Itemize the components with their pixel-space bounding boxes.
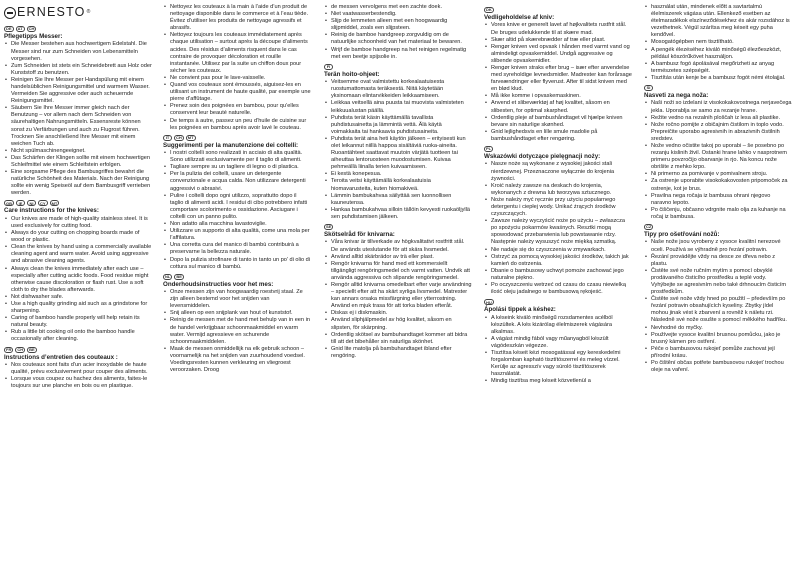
country-code-badge: GB: [6, 200, 12, 206]
country-code-badges: [324, 64, 472, 70]
bullet-item: • Always clean the knives immediately after each use – especially after cutting acidic foods. Food residue might otherwise cause discoloration or flash rust. Use a soft cloth to dry the blades afterwards.: [4, 266, 152, 294]
bullet-item: • Una corretta cura del manico di bambù contribuirà a preservarne la bellezza naturale.: [163, 242, 311, 256]
bullet-item: • Zum Schneiden ist stets ein Schneidebrett aus Holz oder Kunststoff zu benutzen.: [4, 63, 152, 77]
column-sections: [163, 4, 311, 374]
bullet-item: • Använd sliphjälpmedel av hög kvalitet, såsom en slipsten, för skärpning.: [324, 317, 472, 331]
bullet-item: • Always do your cutting on chopping boards made of wood or plastic.: [4, 230, 152, 244]
column-sections: [484, 7, 632, 386]
bullet-item: • I nostri coltelli sono realizzati in acciaio di alta qualità. Sono utilizzati esclusivamente per il taglio di alimenti.: [163, 150, 311, 164]
country-code-badges: [644, 224, 792, 230]
bullet-item: • Våra knivar är tillverkade av högkvalitativt rostfritt stål. De används uteslutande för att skära livsmedel.: [324, 239, 472, 253]
bullet-item: • Pravilna nega ročaja iz bambusa ohrani njegovo naravno lepoto.: [644, 193, 792, 207]
brand-e-mark-icon: [4, 7, 16, 19]
country-code-badge: SE: [326, 224, 332, 230]
bullet-item: • Our knives are made of high-quality stainless steel. It is used exclusively for cutting food.: [4, 216, 152, 230]
country-code-badge: CH: [28, 26, 35, 32]
bullet-list: [644, 239, 792, 374]
bullet-item: • Eine sorgsame Pflege des Bambusgriffes bewahrt die natürliche Schönheit des Materials. Nach der Reinigung sollte ein wenig Speiseöl auf dem Bambusgriff verrieben werden.: [4, 169, 152, 197]
country-code-badge: FI: [324, 64, 333, 70]
bullet-item: • Das Schärfen der Klingen sollte mit einem hochwertigen Schleifmittel wie einem Schleifstein erfolgen.: [4, 155, 152, 169]
bullet-item: • Puhdista terät aina heti käytön jälkeen – erityisesti kun olet leikannut niillä happoa sisältäviä ruoka-aineita. Ruoantähteet saattavat muutoin värjätä tuotteen tai aiheuttaa lentoruosteen muodostumisen. Kuivaa pehmeällä liinalla terien kuivaamiseen.: [324, 136, 472, 171]
bullet-item: • Lämmin bambukahvaa säilyttää sen luonnollisen kauneutensa.: [324, 193, 472, 207]
bullet-item: • Naše nože jsou vyrobeny z vysoce kvalitní nerezové oceli. Používá se výhradně pro řezání potravin.: [644, 239, 792, 253]
instruction-section: [324, 224, 472, 360]
bullet-item: • Not dishwasher safe.: [4, 294, 152, 301]
bullet-item: • Niet vaatwasserbestendig.: [324, 11, 472, 18]
bullet-item: • Ostrzyć za pomocą wysokiej jakości środków, takich jak kamień do ostrzenia.: [484, 254, 632, 268]
bullet-list: [324, 239, 472, 360]
bullet-list: [4, 362, 152, 390]
country-code-badge: NL: [165, 274, 171, 280]
column-sections: [644, 4, 792, 374]
brand-logo: [4, 6, 152, 20]
section-heading: Nasveti za nega noža:: [644, 92, 709, 100]
bullet-item: • Clean the knives by hand using a commercially available cleaning agent and warm water. Avoid using aggressive and abrasive cleaning agents.: [4, 244, 152, 265]
country-code-badge: MT: [187, 135, 194, 141]
bullet-item: • A pengék élezéséhez kiváló minőségű élezőeszközt, például köszörűkövet használjon.: [644, 47, 792, 61]
bullet-item: • Använd alltid skärbrädor av trä eller plast.: [324, 254, 472, 261]
bullet-list: [484, 315, 632, 386]
instruction-section: [324, 4, 472, 61]
country-code-badges: [4, 347, 152, 353]
bullet-item: • Må ikke komme i opvaskemaskinen.: [484, 93, 632, 100]
bullet-item: • Slijp de lemmeten alleen met een hoogwaardig slijpmiddel, zoals een slijpsteen.: [324, 18, 472, 32]
bullet-item: • A vágást mindig fából vagy műanyagból készült vágódeszkán végezze.: [484, 336, 632, 350]
bullet-item: • Lorsque vous coupez ou hachez des aliments, faites-le toujours sur une planche en bois ou en plastique.: [4, 376, 152, 390]
bullet-item: • Rengør kniven straks efter brug – især efter anvendelse med syreholdige levnedsmidler. Madrester kan forårsage farveændringer eller flyverust. After til sidst kniven med en blød klud.: [484, 65, 632, 93]
country-code-badge: NI: [27, 200, 36, 206]
bullet-item: • Diskas ej i diskmaskin.: [324, 310, 472, 317]
country-code-badge: IT: [163, 135, 172, 141]
bullet-item: • Säubern Sie Ihre Messer immer gleich nach der Benutzung – vor allem nach dem Schneiden von säurehaltigen Nahrungsmitteln. Essensreste können sonst zu Verfärbungen und auch zu Flugrost führen. Trocknen Sie anschließend Ihre Messer mit einem weichen Tuch ab.: [4, 105, 152, 148]
bullet-item: • Tisztítás után kenje be a bambusz fogót némi étolajjal.: [644, 75, 792, 82]
country-code-badges: [484, 146, 632, 152]
country-code-badge: MT: [51, 200, 58, 206]
country-code-badge: DK: [486, 7, 492, 13]
country-code-badge: BE: [176, 274, 182, 280]
bullet-list: [4, 41, 152, 197]
bullet-list: [4, 216, 152, 344]
country-code-badge: IE: [16, 200, 25, 206]
country-code-badges: [163, 274, 311, 280]
column-3: [324, 4, 472, 363]
instruction-section: [163, 135, 311, 271]
column-2: [163, 4, 311, 377]
bullet-list: [324, 79, 472, 221]
bullet-item: • Ne convient pas pour le lave-vaisselle.: [163, 75, 311, 82]
instruction-section: [644, 85, 792, 221]
bullet-item: • Kroić należy zawsze na deskach do krojenia, wykonanych z drewna lub tworzywa sztucznego.: [484, 183, 632, 197]
bullet-item: • Onze messen zijn van hoogwaardig roestvrij staal. Ze zijn alleen bestemd voor het snijden van levensmiddelen.: [163, 289, 311, 310]
country-code-badges: [4, 26, 152, 32]
bullet-list: [163, 150, 311, 271]
bullet-item: • Pulire i coltelli dopo ogni utilizzo, soprattutto dopo il taglio di alimenti acidi. I residui di cibo potrebbero infatti comportare scolorimento e ossidazione. Asciugare i coltelli con un panno pulito.: [163, 193, 311, 221]
instruction-section: [484, 299, 632, 385]
bullet-item: • Řezání provádějte vždy na desce ze dřeva nebo z plastu.: [644, 254, 792, 268]
bullet-item: • Die Messer bestehen aus hochwertigem Edelstahl. Die Messer sind nur zum Schneiden von Lebensmitteln vorgesehen.: [4, 41, 152, 62]
bullet-list: [324, 4, 472, 61]
country-code-badge: AT: [17, 26, 23, 32]
bullet-list: [644, 100, 792, 221]
bullet-item: • Čistěte své nože ručním mytím s pomocí obvyklé prodávaného čisticího prostředku a teplé vody. Vyhýbejte se agresivním nebo také drhnoucím čisticím prostředkům.: [644, 268, 792, 296]
section-heading: Terän hoito-ohjeet:: [324, 70, 380, 78]
bullet-item: • Nasze noże są wykonane z wysokiej jakości stali nierdzewnej. Przeznaczone wyłącznie do krojenia żywności.: [484, 161, 632, 182]
country-code-badges: [484, 299, 632, 305]
bullet-item: • Rengør kniven ved opvask i hånden med varmt vand og almindeligt opvaskemiddel. Undgå aggressive og slibende opvaskemidler.: [484, 44, 632, 65]
bullet-item: • A bambusz fogó ápolásával megőrizheti az anyag természetes szépségét.: [644, 61, 792, 75]
bullet-item: • de messen vervolgens met een zachte doek.: [324, 4, 472, 11]
bullet-item: • Snij alleen op een snijplank van hout of kunststof.: [163, 310, 311, 317]
bullet-item: • De temps à autre, passez un peu d’huile de cuisine sur les poignées en bambou après avoir lavé le couteau.: [163, 118, 311, 132]
bullet-item: • Maak de messen onmiddellijk na elk gebruik schoon – voornamelijk na het snijden van zuurhoudend voedsel. Voedingsresten kunnen verkleuring en vliegroest veroorzaken. Droog: [163, 346, 311, 374]
bullet-item: • Gnid lejlighedsvis en lille smule madolie på bambushåndtaget efter rengøring.: [484, 129, 632, 143]
bullet-item: • Anvend et slibeværktøj af høj kvalitet, såsom en slibesten, for optimal skarphed.: [484, 100, 632, 114]
country-code-badge: FR: [6, 347, 12, 353]
section-heading: Care instructions for the knives:: [4, 207, 99, 215]
country-code-badges: [163, 135, 311, 141]
bullet-item: • Use a high quality grinding aid such as a grindstone for sharpening.: [4, 301, 152, 315]
bullet-item: • Teroita veitsi käyttämällä korkealaatuisia hiomavarusteita, kuten hiomakiveä.: [324, 178, 472, 192]
bullet-item: • Tisztítsa késeit kézi mosogatással egy kereskedelmi forgalomban kapható tisztítószerrel és meleg vízzel. Kerülje az agresszív vagy súroló tisztítószerek használatát.: [484, 350, 632, 378]
bullet-item: • Prenez soin des poignées en bambou, pour qu’elles conservent leur beauté naturelle.: [163, 103, 311, 117]
instruction-section: [163, 274, 311, 375]
instruction-section: [4, 26, 152, 197]
bullet-item: • Tagliare sempre su un tagliere di legno o di plastica.: [163, 164, 311, 171]
bullet-item: • Ordentlig skötsel av bambuhandtaget kommer att bidra till att det bibehåller sin naturliga skönhet.: [324, 332, 472, 346]
bullet-item: • Nevhodné do myčky.: [644, 325, 792, 332]
bullet-item: • Dopo la pulizia strofinare di tanto in tanto un po’ di olio di cottura sul manico di bambù.: [163, 257, 311, 271]
section-heading: Ápolási tippek a késhez:: [484, 306, 556, 314]
bullet-item: • használat után, mindenek előtt a savtartalmú élelmiszerek vágása után. Ellenkező esetben az ételmaradékok elszíneződésekhez és akár rozsdához is vezethetnek. Végül szárítsa meg késeit egy puha kendővel.: [644, 4, 792, 39]
instruction-section: [4, 347, 152, 391]
bullet-item: • Mindig tisztítsa meg késeit közvetlenül a: [484, 378, 632, 385]
bullet-item: • Reinigen Sie Ihre Messer per Handspülung mit einem handelsüblichen Reinigungsmittel und warmem Wasser. Vermeiden Sie aggressive oder auch scheuernde Reinigungsmittel.: [4, 77, 152, 105]
section-heading: Pflegetipps Messer:: [4, 33, 63, 40]
instruction-section: [484, 7, 632, 143]
bullet-list: [484, 161, 632, 296]
bullet-item: • Puhdista terät käsin käyttämällä tavallista puhdistusainetta ja lämmintä vettä. Älä käytä voimakkaita tai hankaavia puhdistusaineita.: [324, 115, 472, 136]
section-heading: Wskazówki dotyczące pielęgnacji noży:: [484, 153, 601, 160]
country-code-badges: [4, 200, 152, 206]
bullet-item: • Nettoyez les couteaux à la main à l’aide d’un produit de nettoyage disponible dans le commerce et à l’eau tiède. Évitez d’utiliser les produits de nettoyage agressifs et abrasifs.: [163, 4, 311, 32]
bullet-item: • Nettoyez toujours les couteaux immédiatement après chaque utilisation – surtout après la découpe d’aliments acides. Des résidus d’aliments risquent dans le cas contraire de provoquer décoloration et rouille instantanée. Utilisez par la suite un chiffon doux pour sécher les couteaux.: [163, 32, 311, 75]
bullet-item: • Quand vos couteaux sont émoussés, aiguisez-les en utilisant un instrument de haute qualité, par exemple une pierre d’affûtage.: [163, 82, 311, 103]
bullet-item: • Non adatto alla macchina lavastoviglie.: [163, 221, 311, 228]
bullet-item: • Vores knive er generelt lavet af højkvalitets rustfrit stål. De bruges udelukkende til at skære mad.: [484, 22, 632, 36]
country-code-badge: BE: [29, 347, 35, 353]
country-code-badge: CH: [176, 135, 182, 141]
instruction-section: [484, 146, 632, 296]
bullet-item: • Nicht spülmaschinengeeignet.: [4, 148, 152, 155]
bullet-item: • Po čištění občas potřete bambusovou rukojeť trochou oleje na vaření.: [644, 360, 792, 374]
bullet-item: • Wrijf de bamboe handgreep na het reinigen regelmatig met een beetje spijsolie in.: [324, 47, 472, 61]
bullet-item: • Dbanie o bambusowy uchwyt pomoże zachować jego naturalne piękno.: [484, 268, 632, 282]
bullet-item: • Ordentlig pleje af bambushåndtaget vil hjælpe kniven bevare sin naturlige skønhed.: [484, 115, 632, 129]
bullet-list: [484, 22, 632, 143]
section-heading: Vedligeholdelse af kniv:: [484, 14, 555, 21]
column-5: [644, 4, 792, 377]
bullet-item: • Po oczyszczeniu wetrzeć od czasu do czasu niewielką ilość oleju jadalnego w bambusową rękojeść.: [484, 282, 632, 296]
bullet-item: • Gnid lite matolja på bambuhandtaget ibland efter rengöring.: [324, 346, 472, 360]
column-4: [484, 4, 632, 389]
bullet-item: • Caring of bamboo handle properly will help retain its natural beauty.: [4, 315, 152, 329]
bullet-item: • Čistěte své nože vždy hned po použití – především po řezání potravin obsahujících kyseliny. Zbytky jídel mohou jinak vést k zbarvení a rovněž k náletu rzi. Následně své nože osušte s pomocí měkkého hadříku.: [644, 296, 792, 324]
bullet-item: • Reinig de bamboe handgreep zorgvuldig om de natuurlijke schoonheid van het materiaal te bewaren.: [324, 32, 472, 46]
country-code-badge: CY: [40, 200, 46, 206]
bullet-list: [163, 4, 311, 132]
country-code-badge: PL: [486, 146, 492, 152]
bullet-item: • Zawsze należy wyczyścić noże po użyciu – zwłaszcza po spożyciu pokarmów kwaśnych. Resztki mogą spowodować przebarwienia lub powstawanie rdzy. Następnie należy wysuszyć noże miękką szmatką.: [484, 218, 632, 246]
country-code-badge: CZ: [646, 224, 652, 230]
bullet-item: • Skær altid på skærebrædder af træ eller plast.: [484, 37, 632, 44]
section-heading: Onderhoudsinstructies voor het mes:: [163, 280, 274, 288]
bullet-item: • Nie nadaje się do czyszczenia w zmywarkach.: [484, 247, 632, 254]
country-code-badge: DE: [6, 26, 12, 32]
bullet-item: • Ni primerno za pomivanje v pomivalnem stroju.: [644, 171, 792, 178]
bullet-item: • Používejte vysoce kvalitní brusnou pomůcku, jako je brusný kámen pro ostření.: [644, 332, 792, 346]
bullet-item: • Naši noži so izdelani iz visokokakovostnega nerjavečega jekla. Uporablja se samo za rezanje hrane.: [644, 100, 792, 114]
bullet-item: • Per la pulizia dei coltelli, usare un detergente convenzionale e acqua calda. Non utilizzare detergenti aggressivi o abrasivi.: [163, 171, 311, 192]
bullet-item: • Režite vedno na rezalnih ploščah iz lesa ali plastike.: [644, 115, 792, 122]
bullet-item: • Péče o bambusovou rukojeť pomůže zachovat její přírodní krásu.: [644, 346, 792, 360]
bullet-list: [644, 4, 792, 82]
bullet-item: • Reinig de messen met de hand met behulp van in een in de handel verkrijgbaar schoonmaakmiddel en warm water. Vermijd agressieve en schurende schoonmaakmiddelen.: [163, 317, 311, 345]
instruction-section: [4, 200, 152, 343]
bullet-item: • Nos couteaux sont faits d’un acier inoxydable de haute qualité, prévu exclusivement pour couper des aliments.: [4, 362, 152, 376]
column-1: [4, 4, 152, 393]
bullet-list: [163, 289, 311, 374]
instruction-section: [163, 4, 311, 132]
section-heading: Tipy pro ošetřování nožů:: [644, 231, 720, 239]
section-heading: Skötselråd för knivarna:: [324, 231, 395, 239]
instruction-section: [644, 224, 792, 374]
registered-mark: ®: [86, 9, 92, 16]
country-code-badges: [324, 224, 472, 230]
bullet-item: • Hankaa bambukahvaa silloin tällöin kevyesti ruokaöljyllä sen puhdistamisen jälkeen.: [324, 207, 472, 221]
instruction-section: [324, 64, 472, 221]
column-sections: [4, 26, 152, 390]
bullet-item: • Za ostrenje uporabite visokokakovosten pripomoček za ostrenje, kot je brus.: [644, 178, 792, 192]
bullet-item: • Mosogatógépben nem tisztítható.: [644, 39, 792, 46]
brand-name: ERNESTO: [17, 5, 86, 20]
bullet-item: • Leikkaa veitsellä aina puusta tai muovista valmisteten leikkuualustan päällä.: [324, 100, 472, 114]
country-code-badge: CH: [17, 347, 24, 353]
country-code-badges: [484, 7, 632, 13]
bullet-item: • Utilizzare un supporto di alta qualità, come una mola per l’affilatura.: [163, 228, 311, 242]
bullet-item: • A késeink kiváló minőségű rozsdamentes acélból készültek. A kés kizárólag élelmiszerek vágására alkalmas.: [484, 315, 632, 336]
bullet-item: • Veitsemme ovat valmistettu korkealaatuisesta ruostumattomasta teräksestä. Niitä käytetään yksinomaan elintarvikkeiden leikkaamiseen.: [324, 79, 472, 100]
bullet-item: • Rengör knivarna för hand med ett kommersiellt tillgängligt rengöringsmedel och varmt vatten. Undvik att använda aggressiva och slipande rengöringsmedel.: [324, 261, 472, 282]
column-sections: [324, 4, 472, 360]
country-code-badge: HU: [486, 299, 492, 305]
bullet-item: • Rengör alltid knivarna omedelbart efter varje användning – speciellt efter att ha skärt syrliga livsmedel. Matrester kan annars orsaka missfärgning eller ytterrostning. Använd en mjuk trasa för att torka bladen efteråt.: [324, 282, 472, 310]
bullet-item: • Rub a little bit cooking oil onto the bamboo handle occasionally after cleaning.: [4, 329, 152, 343]
bullet-item: • Nože vedno očistite takoj po uporabi – še posebno po rezanju kislinih živil. Ostanki hrane lahko v nasprotnem primeru povzročijo obarvanje in rjo. Na koncu nože obrišite z mehko krpo.: [644, 143, 792, 171]
bullet-item: • Nože ročno pomijte z običajnim čistilom in toplo vodo. Prepreičite uporabo agresivnih in abrazivnih čistilnih sredstev.: [644, 122, 792, 143]
section-heading: Suggerimenti per la manutenzione dei coltelli:: [163, 141, 299, 149]
bullet-item: • Ei kestä konepesua.: [324, 171, 472, 178]
country-code-badge: SI: [644, 85, 653, 91]
instruction-section: [644, 4, 792, 82]
section-heading: Instructions d’entretien des couteaux :: [4, 353, 118, 361]
bullet-item: • Po čiščenju, občasno vdrgnite malo olja za kuhanje na ročaj iz bambusa.: [644, 207, 792, 221]
bullet-item: • Noże należy myć ręcznie przy użyciu popularnego detergentu i ciepłej wody. Unikać żrących środków czyszczących.: [484, 197, 632, 218]
country-code-badges: [644, 85, 792, 91]
